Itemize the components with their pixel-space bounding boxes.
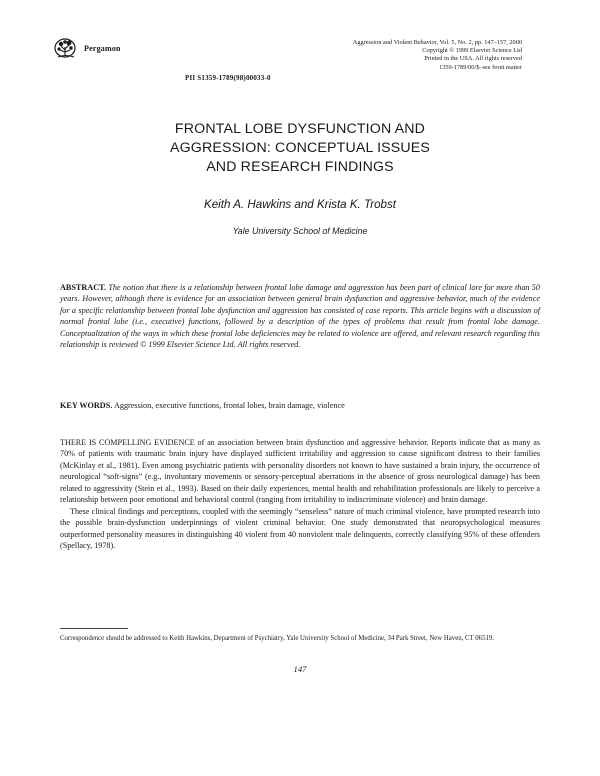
keywords	[60, 400, 540, 411]
article-body	[60, 437, 540, 552]
keywords-text: Aggression, executive functions, frontal lobes, brain damage, violence	[113, 401, 345, 410]
keywords-label: KEY WORDS.	[60, 401, 113, 410]
abstract-text: The notion that there is a relationship between frontal lobe damage and aggression has been part of clinical lore for more than 50 years. However, although there is evidence for an association between general brain dysfunction and aggressive behavior, much of the evidence for a specific relationship between frontal lobe dysfunction and aggression has consisted of case reports. This article begins with a discussion of normal frontal lobe (i.e., executive) functions, followed by a description of the types of problems that result from frontal lobe damage. Conceptualization of the ways in which these frontal lobe deficiencies may be related to violence are offered, and relevant research regarding this relationship is reviewed © 1999 Elsevier Science Ltd. All rights reserved.	[60, 283, 540, 350]
abstract-label: ABSTRACT.	[60, 283, 107, 292]
authors: Keith A. Hawkins and Krista K. Trobst	[203, 198, 396, 211]
publisher-name: Pergamon	[84, 44, 121, 53]
affiliation: Yale University School of Medicine	[232, 226, 368, 236]
issn-line: 1359-1789/00/$–see front matter	[439, 63, 522, 71]
abstract	[60, 282, 540, 350]
footnote-divider	[60, 628, 128, 629]
correspondence-footnote: Correspondence should be addressed to Keith Hawkins, Department of Psychiatry, Yale University School of Medicine, 34 Park Street, New Haven, CT 06519.	[60, 635, 494, 642]
body-paragraph: THERE IS COMPELLING EVIDENCE of an association between brain dysfunction and aggressive behavior. Reports indicate that as many as 70% of patients with traumatic brain injury have displayed sufficient irritability and aggression to cause significant distress to their families (McKinlay et al., 1981). Even among psychiatric patients with personality disorders not known to have sustained a brain injury, the occurrence of neurological “soft-signs” (e.g., involuntary movements or sensory-perceptual aberrations in the absence of gross neurological damage) has been related to aggressivity (Stein et al., 1993). Based on their daily experiences, mental health and rehabilitation professionals are likely to perceive a relationship between poor emotional and behavioral control (ranging from irritability to indiscriminate violence) and brain damage.	[60, 438, 540, 505]
journal-citation-block	[262, 39, 522, 72]
publisher-logo	[54, 38, 164, 60]
article-title	[60, 120, 540, 176]
body-paragraph: These clinical findings and perceptions, coupled with the seemingly “senseless” nature of much criminal violence, have prompted research into the possible brain-dysfunction underpinnings of violent criminal behavior. One study demonstrated that neuropsychological measures outperformed personality measures in distinguishing 40 violent from 40 nonviolent male delinquents, correctly classifying 95% of these offenders (Spellacy, 1978).	[60, 506, 540, 551]
title-line: FRONTAL LOBE DYSFUNCTION AND	[174, 121, 426, 137]
pii-identifier: PII S1359-1789(98)00033-0	[185, 74, 271, 82]
title-line: AND RESEARCH FINDINGS	[206, 158, 394, 175]
journal-citation-line: Aggression and Violent Behavior, Vol. 5, No. 2, pp. 147–157, 2000	[352, 39, 522, 46]
title-line: AGGRESSION: CONCEPTUAL ISSUES	[169, 139, 431, 156]
pergamon-tree-emblem-icon	[54, 38, 80, 60]
copyright-line: Copyright © 1999 Elsevier Science Ltd	[422, 47, 522, 55]
page-number: 147	[293, 664, 307, 674]
printed-line: Printed in the USA. All rights reserved	[424, 55, 522, 63]
